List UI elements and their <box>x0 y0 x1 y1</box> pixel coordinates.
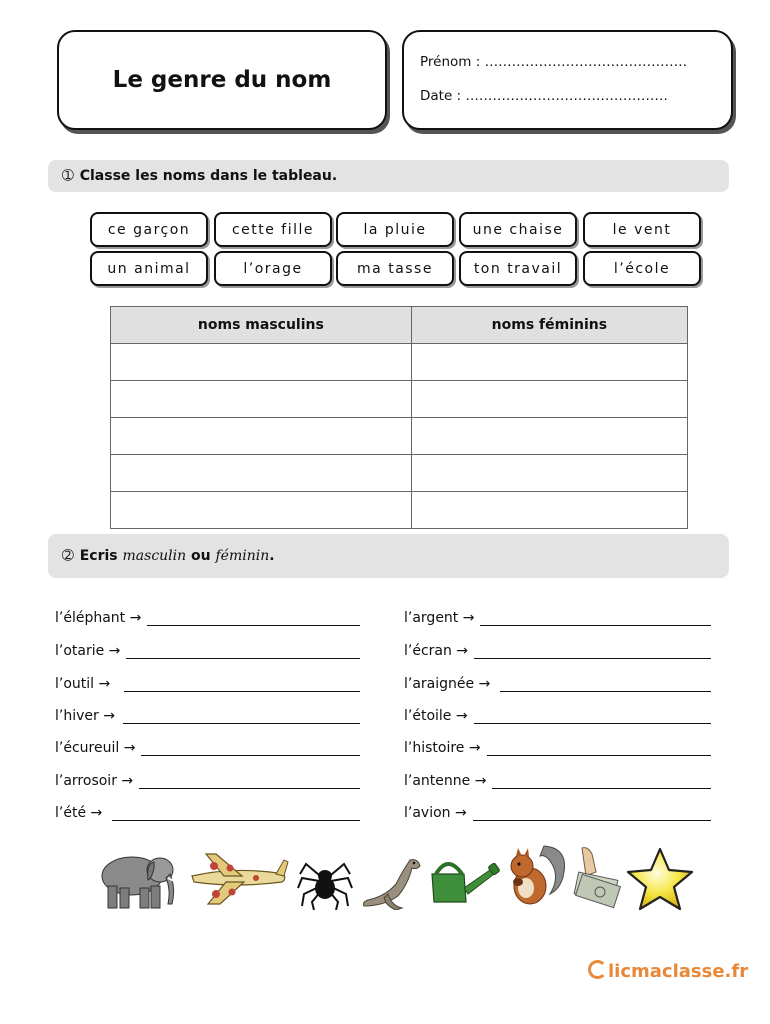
word-chip[interactable]: la pluie <box>336 212 454 247</box>
answer-blank[interactable] <box>480 611 711 626</box>
answer-blank[interactable] <box>139 774 360 789</box>
info-box <box>402 30 733 130</box>
answer-blank[interactable] <box>492 774 711 789</box>
answer-blank[interactable] <box>473 806 711 821</box>
list-item <box>55 708 360 724</box>
airplane-icon <box>186 850 290 908</box>
word-chip[interactable]: ton travail <box>459 251 577 286</box>
date-field[interactable]: ……………………………………… <box>465 88 668 104</box>
word-chip[interactable]: ce garçon <box>90 212 208 247</box>
answer-blank[interactable] <box>123 709 360 724</box>
table-row <box>111 381 688 418</box>
item-label: l’outil → <box>55 676 111 692</box>
word-masculin: masculin <box>122 548 187 564</box>
table-header-row <box>111 307 688 344</box>
list-item <box>55 740 360 756</box>
answer-blank[interactable] <box>474 709 711 724</box>
answer-blank[interactable] <box>124 677 360 692</box>
table-row <box>111 344 688 381</box>
column-header-feminin: noms féminins <box>411 307 687 344</box>
word-chip[interactable]: ma tasse <box>336 251 454 286</box>
item-label: l’hiver → <box>55 708 115 724</box>
list-item <box>404 773 711 789</box>
exercise-1-instruction: Classe les noms dans le tableau. <box>79 168 338 184</box>
list-item <box>404 740 711 756</box>
word-chip[interactable]: l’école <box>583 251 701 286</box>
table-cell[interactable] <box>111 344 412 381</box>
squirrel-icon <box>504 842 568 910</box>
money-icon <box>570 846 622 910</box>
item-label: l’écureuil → <box>55 740 136 756</box>
exercise-2-prefix: Ecris <box>79 548 118 564</box>
table-row <box>111 455 688 492</box>
word-chip[interactable]: cette fille <box>214 212 332 247</box>
table-cell[interactable] <box>411 381 687 418</box>
list-item <box>404 610 711 626</box>
table-cell[interactable] <box>411 344 687 381</box>
table-cell[interactable] <box>111 381 412 418</box>
item-label: l’araignée → <box>404 676 491 692</box>
list-item <box>55 643 360 659</box>
prenom-field[interactable]: ……………………………………… <box>484 54 688 70</box>
list-item <box>404 708 711 724</box>
word-chip[interactable]: le vent <box>583 212 701 247</box>
exercise-2-end: . <box>269 548 275 564</box>
list-item <box>55 805 360 821</box>
word-chip[interactable]: une chaise <box>459 212 577 247</box>
logo-c-icon <box>588 960 607 979</box>
list-item <box>404 805 711 821</box>
list-item <box>404 643 711 659</box>
word-chip[interactable]: l’orage <box>214 251 332 286</box>
item-label: l’histoire → <box>404 740 481 756</box>
table-cell[interactable] <box>111 492 412 529</box>
table-row <box>111 418 688 455</box>
date-label: Date : <box>420 88 462 104</box>
table-cell[interactable] <box>411 455 687 492</box>
star-icon <box>624 846 696 912</box>
table-cell[interactable] <box>411 418 687 455</box>
prenom-line <box>420 54 687 70</box>
exercise-2-header <box>48 534 729 578</box>
answer-blank[interactable] <box>474 644 711 659</box>
watering-can-icon <box>428 852 500 906</box>
elephant-icon <box>94 848 182 912</box>
sea-lion-icon <box>358 854 424 910</box>
date-line <box>420 88 668 104</box>
item-label: l’été → <box>55 805 103 821</box>
word-feminin: féminin <box>215 548 270 564</box>
item-label: l’écran → <box>404 643 469 659</box>
item-label: l’avion → <box>404 805 467 821</box>
list-item <box>404 676 711 692</box>
exercise-1-header <box>48 160 729 192</box>
page-title: Le genre du nom <box>112 67 332 93</box>
answer-blank[interactable] <box>112 806 360 821</box>
answer-blank[interactable] <box>487 741 711 756</box>
answer-blank[interactable] <box>147 611 360 626</box>
answer-blank[interactable] <box>126 644 360 659</box>
table-cell[interactable] <box>111 455 412 492</box>
answer-blank[interactable] <box>500 677 711 692</box>
list-item <box>55 676 360 692</box>
table-cell[interactable] <box>111 418 412 455</box>
logo-text: licmaclasse.fr <box>608 961 749 982</box>
item-label: l’étoile → <box>404 708 468 724</box>
exercise-2-number: ➁ <box>62 548 74 564</box>
word-ou: ou <box>191 548 211 564</box>
table-row <box>111 492 688 529</box>
item-label: l’antenne → <box>404 773 487 789</box>
item-label: l’argent → <box>404 610 475 626</box>
answer-blank[interactable] <box>141 741 360 756</box>
title-box <box>57 30 387 130</box>
list-item <box>55 610 360 626</box>
prenom-label: Prénom : <box>420 54 481 70</box>
spider-icon <box>296 854 354 910</box>
item-label: l’otarie → <box>55 643 121 659</box>
list-item <box>55 773 360 789</box>
table-cell[interactable] <box>411 492 687 529</box>
item-label: l’arrosoir → <box>55 773 134 789</box>
item-label: l’éléphant → <box>55 610 142 626</box>
classification-table <box>110 306 688 529</box>
column-header-masculin: noms masculins <box>111 307 412 344</box>
word-chip[interactable]: un animal <box>90 251 208 286</box>
footer-logo <box>588 960 748 982</box>
exercise-1-number: ➀ <box>62 168 74 184</box>
